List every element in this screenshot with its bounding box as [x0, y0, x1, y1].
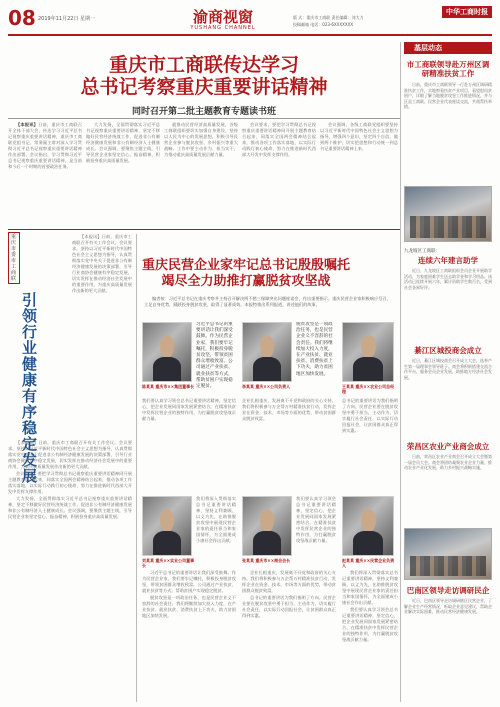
editor-line: 版 式：重庆市工商联 责任编辑：刘大力: [293, 15, 364, 20]
sidebar-title: 引领行业健康有序稳定发展: [22, 291, 38, 485]
news-body: [404, 82, 492, 182]
quote-text: 脱贫攻坚是一项政治任务，也是民营企业义不容辞的社会责任。我们将继续加大投入力度，在产业扶贫、就业扶贫、消费扶贫上下功夫，助力贫困地区加快发展。: [296, 322, 333, 377]
news-title: 綦江区城投商会成立: [414, 346, 482, 355]
news-body-text: 近日，綦江区城投商会召开成立大会，选举产生第一届理事会领导班子。商会将积极搭建交流合作平台，服务会员企业发展，助推地方经济社会发展。: [404, 358, 492, 380]
feature-body: 企业扎根重庆，发展离不开党和政府的关心支持。我们将积极参与万企帮万村精准扶贫行动，发挥企业在资金、技术、市场等方面的优势，带动贫困群众脱贫致富。: [242, 398, 336, 421]
feature-headline: [96, 258, 396, 290]
photo-caption: 陈某某 重庆市××集团董事长: [142, 384, 195, 389]
sidebar-body-text: 【本报讯】日前，重庆市工商联召开有关工作会议。会议要求，坚持以习近平新时代中国特色社会主义思想为指导，认真贯彻落实党中央关于促进非公有制经济健康发展的决策部署，引导行业商协会健康有序稳定发展，切实发挥在推动经济社会发展中的重要作用，为重庆高质量发展作出新的更大贡献。: [8, 440, 132, 469]
top-headline-line-1: 重庆市工商联传达学习: [108, 54, 299, 76]
top-headline: [8, 54, 400, 98]
top-story-col-2: [86, 122, 160, 226]
top-subhead: 同时召开第二批主题教育专题读书班: [131, 107, 276, 117]
page-header: [8, 6, 492, 36]
date-line: 2019年11月22日 星期一: [38, 16, 96, 22]
top-story-col-1: [8, 122, 82, 226]
news-body: [404, 598, 492, 702]
cross-icon: [408, 46, 413, 51]
portrait-photo: [142, 322, 192, 382]
feature-intro: 编者按：习近平总书记在重庆考察并主持召开解决两不愁三保障突出问题座谈会，作出重要指示。重庆民营企业家积极响应号召，立足自身优势，踊跃投身脱贫攻坚，取得了显著成效。本报特推出系列报道，讲述他们的故事。: [144, 296, 391, 307]
news-body-text: 日前，重庆市工商联领导一行赴万州区调研精准扶贫工作，实地察看扶贫产业项目，看望慰问贫困户，详细了解当地脱贫攻坚工作推进情况，并与区县工商联、民营企业代表座谈交流，共商帮扶举措。: [404, 82, 492, 110]
news-body-text: 近日，巴南区领导走访调研辖区民营企业，了解企业生产经营情况，听取企业意见建议，帮助企业解决实际困难，推动民营经济健康发展。: [404, 598, 492, 615]
editor-line-2: 投稿邮箱 电话：023-6XXXXXXX: [293, 22, 354, 27]
section-masthead: 渝商视窗: [192, 8, 253, 26]
col-text: 会议强调，各级工商联党组织要坚持以习近平新时代中国特色社会主义思想为指导，增强四个意识，坚定四个自信，做到两个维护，切实把思想和行动统一到总书记重要讲话精神上来。: [320, 122, 398, 151]
feature-body-text: 我们将深入贯彻落实总书记重要讲话精神，坚持义利兼顾，以义为先，在助推脱贫攻坚中展现民营企业家的责任担当和家国情怀，为全面建成小康社会作出贡献。: [342, 570, 398, 605]
sidebar-body-text: 【本报讯】日前，重庆市工商联召开有关工作会议。会议要求，坚持以习近平新时代中国特色社会主义思想为指导，认真贯彻落实党中央关于促进非公有制经济健康发展的决策部署，引导行业商协会健康有序稳定发展，切实发挥在推动经济社会发展中的重要作用，为重庆高质量发展作出新的更大贡献。: [72, 234, 132, 293]
feature-body: 总书记的重要讲话为我们指明了方向。民营企业要在脱贫攻坚中勇于担当，主动作为，切实履行社会责任，以实际行动回报社会，让贫困群众真正得到实惠。: [342, 398, 398, 433]
news-photo: [404, 186, 492, 242]
news-title: 巴南区领导走访调研民企: [406, 586, 490, 595]
col-text: 就推动民营经济高质量发展，各级工商联组织要切实加强自身建设，坚持以人民为中心的发展思想，积极引导民营企业参与脱贫攻坚、乡村振兴等重大战略。工作中要主动作为、担当实干，为推动重庆高质量发展贡献力量。: [164, 122, 238, 157]
portrait-photo: [242, 322, 292, 382]
right-column: [404, 42, 492, 702]
feature-body: 我们要认真学习领会总书记重要讲话精神，坚定信心，把企业发展同国家发展紧密结合，在精准扶贫中发挥民营企业的独特作用，为打赢脱贫攻坚战贡献力量。: [142, 398, 236, 421]
quote-text: 习近平总书记的重要讲话让我们深受鼓舞。作为民营企业家，我们要牢记嘱托，积极投身脱贫攻坚，带领贫困群众增收致富。公司通过产业扶贫、就业扶贫等方式，帮助贫困户实现稳定脱贫。: [196, 322, 233, 390]
news-body: [404, 268, 492, 342]
section-label-text: 基层动态: [414, 44, 442, 52]
photo-caption: 赵某某 重庆××民营企业负责人: [342, 558, 395, 568]
news-title: 荣昌区农业产业商会成立: [406, 442, 490, 451]
top-story-col-3: [164, 122, 238, 226]
news-body: [404, 454, 492, 524]
lead-tag: 【本报讯】: [16, 122, 39, 127]
sidebar-caption: 重庆市委市工商联: [8, 232, 20, 284]
feature-body-text: 我们要认真学习领会总书记重要讲话精神，坚定信心，把企业发展同国家发展紧密结合，在精准扶贫中发挥民营企业的独特作用，为打赢脱贫攻坚战贡献力量。: [342, 607, 398, 642]
col-text: 日前，重庆市工商联召开全体干部大会，传达学习习近平总书记视察重庆重要讲话精神，重庆市工商联党组书记、常务副主席对深入学习贯彻习近平总书记视察重庆重要讲话精神作出部署。会议指出，学习贯彻习近平总书记视察重庆重要讲话精神，是当前和今后一个时期的首要政治任务。: [8, 122, 82, 169]
feature-body: [242, 570, 336, 702]
portrait-photo: [342, 496, 394, 556]
top-story-col-4: [242, 122, 316, 226]
photo-caption: 刘某某 重庆××实业公司董事长: [142, 558, 195, 568]
feature-headline-line-2: 竭尽全力助推打赢脱贫攻坚战: [161, 274, 331, 289]
divider: [8, 118, 400, 119]
news-title: 连续六年建言助学: [418, 256, 478, 265]
sidebar-body-text: 大力发扬，全面贯彻落实习近平总书记视察重庆重要讲话精神，坚定不移做好民营经济统战工作，促进非公有制经济健康发展和非公有制经济人士健康成长。会议强调，要聚焦主题主线，引导民营企业家坚定信心、振奋精神，积极投身重庆高质量发展。: [8, 496, 132, 519]
feature-body-text: 脱贫攻坚是一项政治任务，也是民营企业义不容辞的社会责任。我们将继续加大投入力度，在产业扶贫、就业扶贫、消费扶贫上下功夫，助力贫困地区加快发展。: [142, 595, 236, 618]
feature-headline-line-1: 重庆民营企业家牢记总书记殷殷嘱托: [141, 258, 350, 273]
news-body-text: 日前，荣昌区农业产业商会召开成立大会暨第一届会员大会。商会将团结凝聚农业企业力量，推动农业产业化发展，助力乡村振兴战略实施。: [404, 454, 492, 471]
news-photo: [404, 528, 492, 580]
feature-body-text: 习近平总书记的重要讲话让我们深受鼓舞。作为民营企业家，我们要牢记嘱托，积极投身脱贫攻坚，带领贫困群众增收致富。公司通过产业扶贫、就业扶贫等方式，帮助贫困户实现稳定脱贫。: [142, 570, 236, 593]
portrait-photo: [142, 496, 192, 556]
news-body: [404, 358, 492, 438]
section-label: [404, 42, 492, 54]
feature-body: [142, 570, 236, 702]
sidebar-body-continued: [8, 440, 132, 702]
photo-caption: 张某某 重庆市××商会会长: [242, 558, 291, 563]
feature-body: 我们要认真学习领会总书记重要讲话精神，坚定信心，把企业发展同国家发展紧密结合，在精准扶贫中发挥民营企业的独特作用，为打赢脱贫攻坚战贡献力量。: [296, 496, 336, 543]
sidebar-body-text: 会议要求，要把学习贯彻总书记视察重庆重要讲话精神同开展主题教育结合起来，同落实全国两会精神结合起来，推动各项工作落实落地，以实际行动践行初心使命，努力在推进新时代西部大开发中发挥支撑作用。: [8, 471, 132, 494]
news-title: 市工商联领导赴万州区调研精准扶贫工作: [406, 60, 490, 78]
news-kicker: 九龙坡区工商联：: [404, 249, 440, 254]
photo-caption: 李某某 重庆××公司负责人: [242, 384, 291, 389]
col-text: 大力发扬，全面贯彻落实习近平总书记视察重庆重要讲话精神，坚定不移做好民营经济统战工作，促进非公有制经济健康发展和非公有制经济人士健康成长。会议强调，要聚焦主题主线，引导民营企业家坚定信心、振奋精神，积极投身重庆高质量发展。: [86, 122, 160, 163]
feature-body: 我们将深入贯彻落实总书记重要讲话精神，坚持义利兼顾，以义为先，在助推脱贫攻坚中展现民营企业家的责任担当和家国情怀，为全面建成小康社会作出贡献。: [196, 496, 236, 543]
portrait-photo: [242, 496, 292, 556]
section-masthead-en: YUSHANG CHANNEL: [190, 25, 256, 31]
feature-body: [342, 570, 398, 702]
newspaper-brand: 中华工商时报: [442, 6, 492, 18]
feature-body-text: 总书记的重要讲话为我们指明了方向。民营企业要在脱贫攻坚中勇于担当，主动作为，切实履行社会责任，以实际行动回报社会，让贫困群众真正得到实惠。: [242, 595, 336, 618]
divider: [136, 234, 137, 702]
photo-caption: 王某某 重庆××农业公司总经理: [342, 384, 395, 394]
col-text: 会议要求，要把学习贯彻总书记视察重庆重要讲话精神同开展主题教育结合起来，同落实全国两会精神结合起来，推动各项工作落实落地，以实际行动践行初心使命，努力在推进新时代西部大开发中发挥支撑作用。: [242, 122, 316, 157]
top-story-col-5: [320, 122, 398, 226]
divider: [400, 42, 401, 702]
portrait-photo: [342, 322, 394, 382]
feature-body-text: 企业扎根重庆，发展离不开党和政府的关心支持。我们将积极参与万企帮万村精准扶贫行动，发挥企业在资金、技术、市场等方面的优势，带动贫困群众脱贫致富。: [242, 570, 336, 593]
news-body-text: 近日，九龙坡区工商联组织会员企业开展助学活动，为家庭困难学生送去助学金和学习用品。该活动已连续开展六年，累计资助学生数百名，受到社会各界好评。: [404, 268, 492, 290]
divider: [8, 229, 400, 230]
top-headline-line-2: 总书记考察重庆重要讲话精神: [80, 76, 328, 98]
page-number: 08: [8, 6, 36, 30]
